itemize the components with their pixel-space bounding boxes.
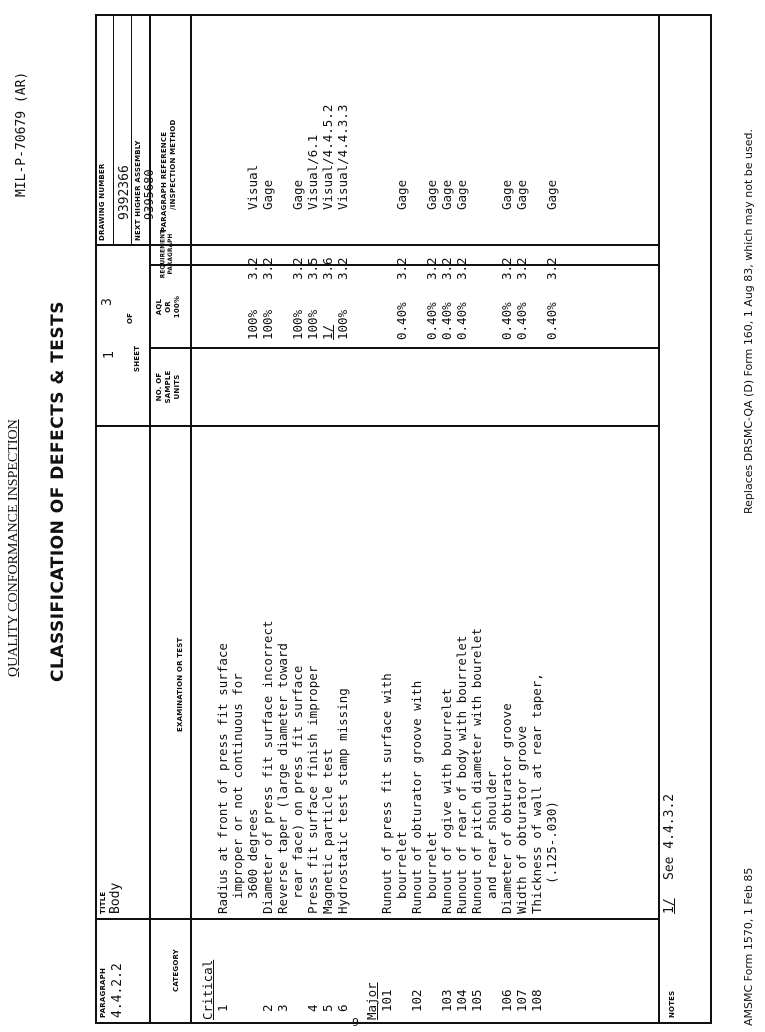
row-method: Gage <box>423 179 439 210</box>
col-head-aql-line-3: 100% <box>173 295 181 319</box>
row-number: 5 <box>320 1004 335 1012</box>
col-head-sample-line-2: SAMPLE <box>164 370 172 404</box>
col-head-sample-units <box>155 354 182 420</box>
row-number: 105 <box>468 989 484 1012</box>
title-label: TITLE <box>99 891 107 914</box>
row-method: Gage <box>498 179 514 210</box>
row-number: 108 <box>528 989 544 1012</box>
note-marker: 1/ <box>662 898 677 914</box>
row-examination-text: Press fit surface finish improper <box>305 665 320 914</box>
form-title: CLASSIFICATION OF DEFECTS & TESTS <box>48 301 68 682</box>
row-aql: 0.40% <box>513 302 529 340</box>
row-examination-text: Runout of press fit surface with <box>378 673 394 914</box>
row-method: Gage <box>453 179 469 210</box>
col-div-sample <box>149 348 658 350</box>
row-requirement: 3.2 <box>245 257 260 280</box>
row-method: Gage <box>290 179 305 210</box>
row-requirement: 3.5 <box>305 257 320 280</box>
row-examination-text: (.125-.030) <box>543 801 559 914</box>
row-number: 107 <box>513 989 529 1012</box>
drawing-number-label: DRAWING NUMBER <box>98 163 106 241</box>
row-examination-text: Runout of obturator groove with <box>408 680 424 914</box>
section-title: QUALITY CONFORMANCE INSPECTION <box>6 419 21 677</box>
row-method: Visual/4.4.5.2 <box>320 104 335 210</box>
row-aql: 100% <box>290 309 305 340</box>
paragraph-value: 4.4.2.2 <box>110 963 125 1018</box>
row-examination-text: Diameter of press fit surface incorrect <box>260 620 275 914</box>
notes-top-line <box>658 14 660 1024</box>
row-number: 3 <box>275 1004 290 1012</box>
row-requirement: 3.2 <box>335 257 350 280</box>
form-footer: AMSMC Form 1570, 1 Feb 85 <box>742 867 755 1026</box>
row-aql: 0.40% <box>453 302 469 340</box>
row-aql: 0.40% <box>498 302 514 340</box>
notes-label: NOTES <box>668 990 676 1018</box>
of-label: OF <box>126 312 134 324</box>
replaces-note: Replaces DRSMC-QA (D) Form 160, 1 Aug 83, which may not be used. <box>742 129 755 514</box>
col-head-sample-line-3: UNITS <box>173 374 181 400</box>
row-examination-text: bourrelet <box>393 831 409 914</box>
row-aql: 0.40% <box>393 302 409 340</box>
sheet-label: SHEET <box>133 345 141 372</box>
col-head-reference <box>160 120 178 232</box>
col-head-category: CATEGORY <box>172 949 180 992</box>
row-method: Gage <box>438 179 454 210</box>
row-number: 101 <box>378 989 394 1012</box>
col-head-ref-line-2: /INSPECTION METHOD <box>169 119 177 210</box>
note-text: See 4.4.3.2 <box>662 793 677 880</box>
row-examination-text: Radius at front of press fit surface <box>215 643 230 914</box>
row-number: 102 <box>408 989 424 1012</box>
row-method: Visual/6.1 <box>305 134 320 210</box>
category-group-critical: Critical <box>200 959 215 1020</box>
row-examination-text: Hydrostatic test stamp missing <box>335 688 350 914</box>
row-requirement: 3.2 <box>513 257 529 280</box>
paragraph-label: PARAGRAPH <box>99 967 107 1018</box>
sheet-value: 1 <box>102 351 117 359</box>
col-head-aql-line-2: OR <box>164 301 172 313</box>
row-requirement: 3.2 <box>543 257 559 280</box>
row-examination-text: Runout of ogive with bourrelet <box>438 688 454 914</box>
row-aql: 100% <box>305 309 320 340</box>
row-number: 106 <box>498 989 514 1012</box>
spec-number: MIL-P-70679 (AR) <box>14 71 29 197</box>
row-examination-text: rear face) on press fit surface <box>290 665 305 914</box>
row-requirement: 3.2 <box>260 257 275 280</box>
row-aql: 1/ <box>320 324 335 340</box>
row-requirement: 3.2 <box>393 257 409 280</box>
row-examination-text: Runout of pitch diameter with bourelet <box>468 628 484 914</box>
col-head-ref-line-1: PARAGRAPH REFERENCE <box>160 131 168 232</box>
row-aql: 100% <box>260 309 275 340</box>
row-method: Gage <box>513 179 529 210</box>
row-examination-text: Reverse taper (large diameter toward <box>275 643 290 914</box>
row-examination-text: bourrelet <box>423 831 439 914</box>
drawing-number-value: 9392366 <box>117 165 132 220</box>
row-examination-text: Runout of rear of body with bourrelet <box>453 635 469 914</box>
hdr-div-2 <box>95 426 149 428</box>
col-div-req <box>149 245 658 247</box>
row-examination-text: 3600 degrees <box>245 808 260 914</box>
col-head-examination: EXAMINATION OR TEST <box>176 637 184 732</box>
col-div-exam <box>149 426 658 428</box>
row-aql: 100% <box>335 309 350 340</box>
row-aql: 0.40% <box>543 302 559 340</box>
row-requirement: 3.2 <box>438 257 454 280</box>
row-requirement: 3.2 <box>498 257 514 280</box>
row-examination-text: Thickness of wall at rear taper, <box>528 673 544 914</box>
colhead-bottom-line <box>190 14 192 1024</box>
header-bottom-line <box>149 14 151 1024</box>
row-number: 103 <box>438 989 454 1012</box>
hdr-div-1 <box>95 919 149 921</box>
row-examination-text: Width of obturator groove <box>513 725 529 914</box>
col-head-req-line-2: PARAGRAPH <box>167 233 174 275</box>
row-method: Visual/4.4.3.3 <box>335 104 350 210</box>
next-assembly-label: NEXT HIGHER ASSEMBLY <box>134 140 142 241</box>
row-requirement: 3.6 <box>320 257 335 280</box>
row-number: 6 <box>335 1004 350 1012</box>
row-requirement: 3.2 <box>423 257 439 280</box>
row-number: 104 <box>453 989 469 1012</box>
col-div-category <box>149 919 658 921</box>
row-number: 1 <box>215 1004 230 1012</box>
row-method: Gage <box>260 179 275 210</box>
row-aql: 0.40% <box>438 302 454 340</box>
row-aql: 100% <box>245 309 260 340</box>
row-requirement: 3.2 <box>453 257 469 280</box>
row-method: Gage <box>543 179 559 210</box>
row-requirement: 3.2 <box>290 257 305 280</box>
row-method: Visual <box>245 164 260 210</box>
col-head-sample-line-1: NO. OF <box>155 372 163 402</box>
row-number: 2 <box>260 1004 275 1012</box>
page-number: 9 <box>352 1016 359 1029</box>
title-value: Body <box>108 882 123 914</box>
row-examination-text: Diameter of obturator groove <box>498 703 514 914</box>
hdr-h-1 <box>113 14 114 246</box>
col-head-aql-line-1: AQL <box>155 298 163 316</box>
col-head-req-line-1: REQUIREMENT <box>159 229 167 279</box>
row-method: Gage <box>393 179 409 210</box>
category-group-major: Major <box>363 982 379 1020</box>
row-number: 4 <box>305 1004 320 1012</box>
of-value: 3 <box>100 298 115 306</box>
next-assembly-value: 9395680 <box>142 169 156 220</box>
row-aql: 0.40% <box>423 302 439 340</box>
row-examination-text: and rear shoulder <box>483 771 499 914</box>
row-examination-text: improper or not continuous for <box>230 673 245 914</box>
row-examination-text: Magnetic particle test <box>320 748 335 914</box>
